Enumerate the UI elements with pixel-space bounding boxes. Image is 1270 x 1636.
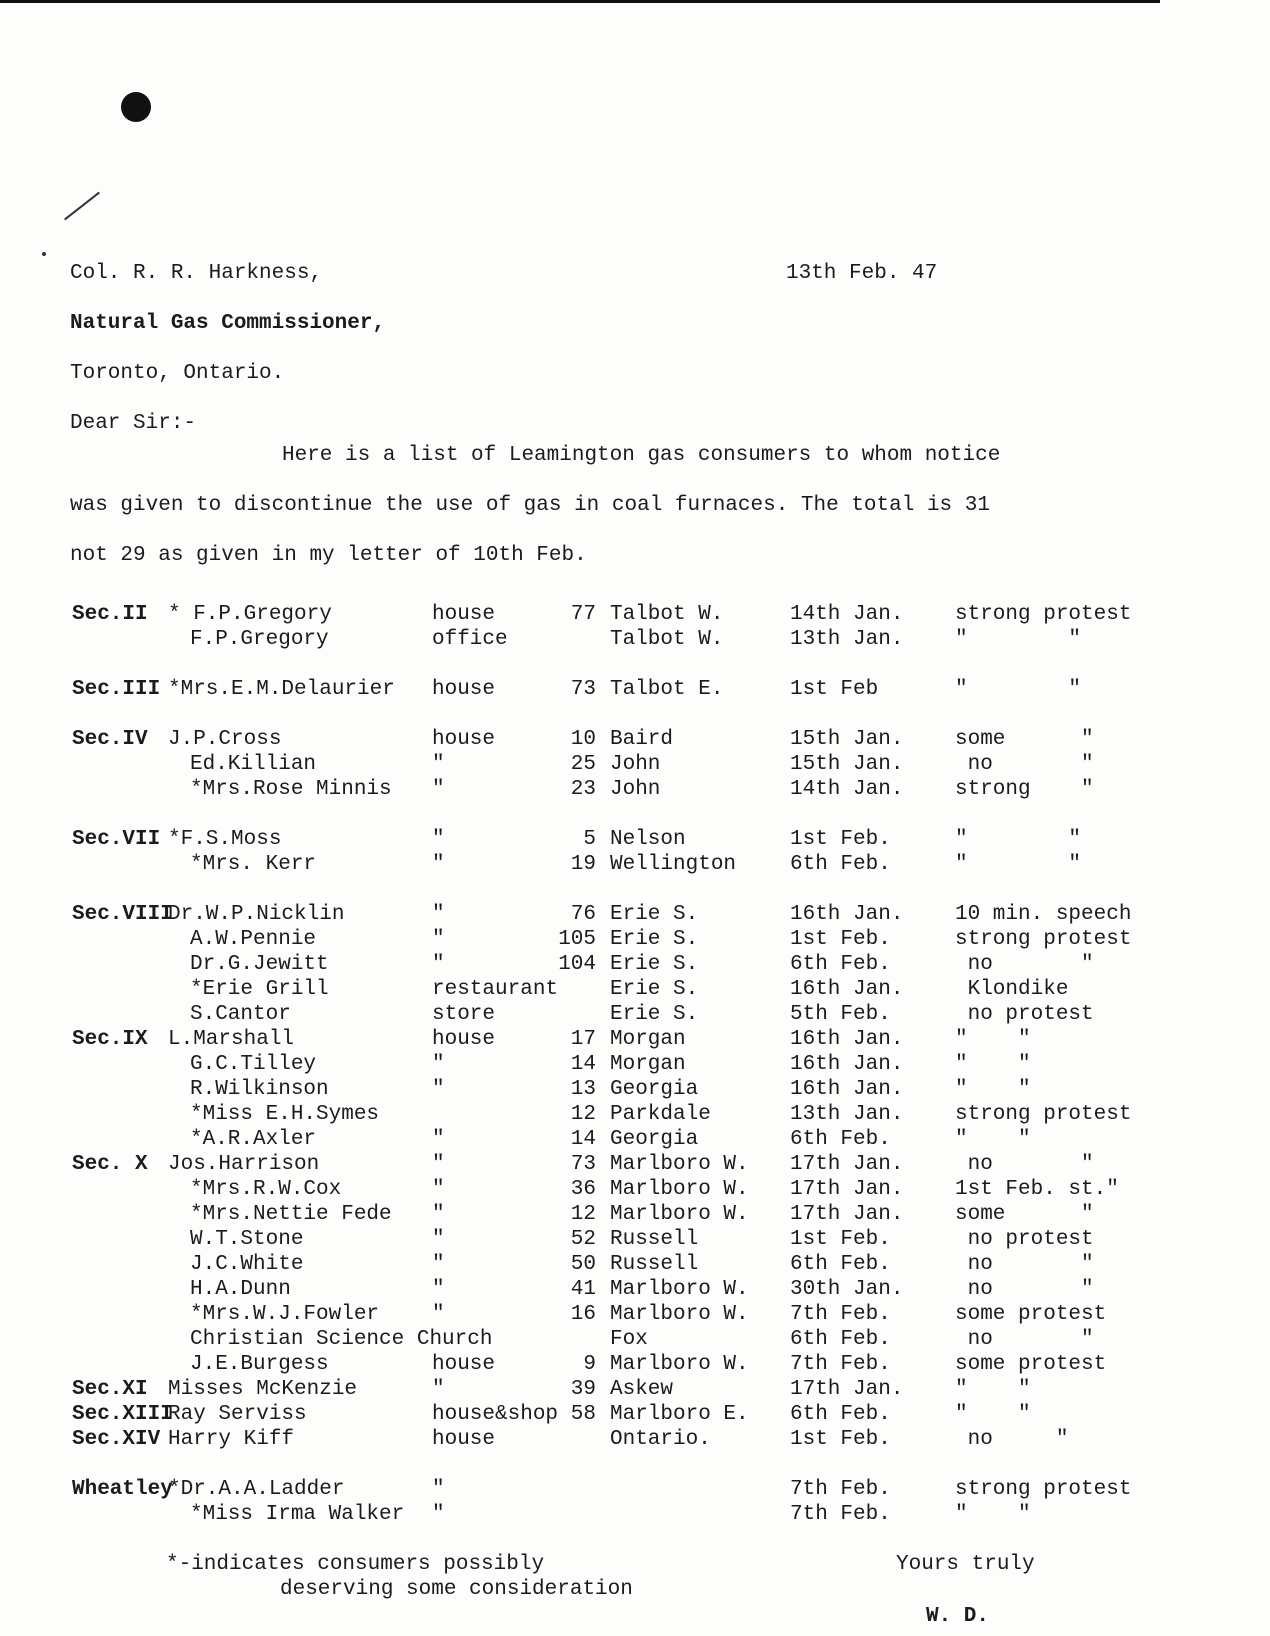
cell-remark: Klondike: [955, 978, 1069, 1001]
cell-name: F.P.Gregory: [190, 628, 329, 651]
cell-type: ": [432, 1278, 445, 1301]
cell-remark: strong protest: [955, 1103, 1132, 1126]
table-row: [0, 902, 1270, 927]
cell-sec: Sec.III: [72, 678, 161, 701]
cell-num: 41: [570, 1278, 596, 1301]
cell-num: 10: [570, 728, 596, 751]
cell-remark: 10 min. speech: [955, 903, 1132, 926]
cell-type: ": [432, 903, 445, 926]
cell-name: *Mrs.Nettie Fede: [190, 1203, 392, 1226]
cell-type: ": [432, 1478, 445, 1501]
cell-num: 13: [570, 1078, 596, 1101]
cell-name: Ed.Killian: [190, 753, 317, 776]
cell-street: Talbot E.: [610, 678, 724, 701]
cell-street: Askew: [610, 1378, 674, 1401]
cell-name: *Mrs.W.J.Fowler: [190, 1303, 380, 1326]
cell-type: house: [432, 1028, 496, 1051]
cell-date: 5th Feb.: [790, 1003, 891, 1026]
cell-date: 1st Feb.: [790, 1428, 891, 1451]
cell-num: 104: [558, 953, 596, 976]
cell-num: 14: [570, 1128, 596, 1151]
cell-date: 14th Jan.: [790, 603, 904, 626]
cell-num: 12: [570, 1103, 596, 1126]
table-row: [0, 727, 1270, 752]
cell-street: Fox: [610, 1328, 648, 1351]
cell-street: Georgia: [610, 1128, 699, 1151]
table-row: [0, 852, 1270, 877]
cell-remark: some ": [955, 728, 1094, 751]
cell-type: ": [432, 1053, 445, 1076]
cell-remark: some protest: [955, 1353, 1107, 1376]
cell-sec: Sec.XIV: [72, 1428, 161, 1451]
cell-name: Christian Science Church: [190, 1328, 493, 1351]
cell-date: 17th Jan.: [790, 1178, 904, 1201]
table-row: [0, 1152, 1270, 1177]
cell-street: Wellington: [610, 853, 737, 876]
cell-date: 1st Feb: [790, 678, 879, 701]
cell-num: 73: [570, 678, 596, 701]
cell-remark: no ": [955, 1153, 1094, 1176]
cell-name: S.Cantor: [190, 1003, 291, 1026]
cell-remark: " ": [955, 1053, 1031, 1076]
cell-date: 6th Feb.: [790, 953, 891, 976]
addressee: Col. R. R. Harkness,: [70, 262, 323, 285]
table-row: [0, 1002, 1270, 1027]
cell-remark: " ": [955, 1078, 1031, 1101]
cell-date: 16th Jan.: [790, 903, 904, 926]
table-row: [0, 1277, 1270, 1302]
cell-street: Talbot W.: [610, 603, 724, 626]
cell-name: *Mrs. Kerr: [190, 853, 317, 876]
cell-num: 39: [570, 1378, 596, 1401]
cell-sec: Sec.XIII: [72, 1403, 173, 1426]
cell-street: Talbot W.: [610, 628, 724, 651]
table-row: [0, 1327, 1270, 1352]
cell-date: 6th Feb.: [790, 1128, 891, 1151]
table-row: [0, 1477, 1270, 1502]
cell-name: A.W.Pennie: [190, 928, 317, 951]
cell-num: 17: [570, 1028, 596, 1051]
cell-name: *Mrs.Rose Minnis: [190, 778, 392, 801]
cell-type: ": [432, 1378, 445, 1401]
cell-date: 17th Jan.: [790, 1378, 904, 1401]
cell-name: W.T.Stone: [190, 1228, 304, 1251]
cell-num: 52: [570, 1228, 596, 1251]
cell-street: Erie S.: [610, 978, 699, 1001]
cell-street: John: [610, 778, 661, 801]
cell-sec: Sec.IV: [72, 728, 148, 751]
cell-type: ": [432, 1153, 445, 1176]
signature: W. D.: [926, 1605, 990, 1628]
table-row: [0, 1377, 1270, 1402]
table-row: [0, 1027, 1270, 1052]
cell-date: 16th Jan.: [790, 1053, 904, 1076]
cell-remark: no ": [955, 1253, 1094, 1276]
cell-num: 25: [570, 753, 596, 776]
cell-sec: Sec.II: [72, 603, 148, 626]
cell-street: Baird: [610, 728, 674, 751]
cell-remark: some ": [955, 1203, 1094, 1226]
cell-type: ": [432, 1253, 445, 1276]
cell-type: ": [432, 953, 445, 976]
salutation: Dear Sir:-: [70, 412, 197, 435]
cell-name: R.Wilkinson: [190, 1078, 329, 1101]
cell-date: 17th Jan.: [790, 1203, 904, 1226]
cell-num: 9: [583, 1353, 596, 1376]
cell-sec: Wheatley: [72, 1478, 173, 1501]
table-row: [0, 1302, 1270, 1327]
cell-type: ": [432, 1128, 445, 1151]
cell-remark: " ": [955, 828, 1082, 851]
cell-street: Marlboro W.: [610, 1153, 749, 1176]
body-line-1: Here is a list of Leamington gas consumers to whom notice: [282, 444, 1001, 467]
cell-date: 16th Jan.: [790, 978, 904, 1001]
cell-name: *F.S.Moss: [168, 828, 282, 851]
table-row: [0, 1202, 1270, 1227]
cell-street: Marlboro W.: [610, 1353, 749, 1376]
table-row: [0, 827, 1270, 852]
top-border-line: [0, 0, 1160, 3]
cell-date: 16th Jan.: [790, 1028, 904, 1051]
cell-type: house: [432, 1353, 496, 1376]
cell-type: ": [432, 1228, 445, 1251]
cell-type: ": [432, 828, 445, 851]
cell-street: Marlboro W.: [610, 1203, 749, 1226]
cell-type: ": [432, 928, 445, 951]
cell-street: Parkdale: [610, 1103, 711, 1126]
cell-remark: " ": [955, 1378, 1031, 1401]
cell-type: ": [432, 1078, 445, 1101]
cell-date: 1st Feb.: [790, 1228, 891, 1251]
cell-name: J.P.Cross: [168, 728, 282, 751]
cell-type: house: [432, 678, 496, 701]
cell-type: ": [432, 1203, 445, 1226]
table-row: [0, 977, 1270, 1002]
body-line-2: was given to discontinue the use of gas in coal furnaces. The total is 31: [70, 494, 990, 517]
cell-remark: no ": [955, 1428, 1069, 1451]
cell-sec: Sec.IX: [72, 1028, 148, 1051]
cell-name: H.A.Dunn: [190, 1278, 291, 1301]
table-row: [0, 1227, 1270, 1252]
cell-street: Nelson: [610, 828, 686, 851]
cell-num: 73: [570, 1153, 596, 1176]
cell-type: ": [432, 753, 445, 776]
cell-date: 7th Feb.: [790, 1503, 891, 1526]
pen-mark: [64, 192, 100, 221]
table-row: [0, 1177, 1270, 1202]
cell-num: 12: [570, 1203, 596, 1226]
cell-remark: strong protest: [955, 1478, 1132, 1501]
cell-sec: Sec.VIII: [72, 903, 173, 926]
cell-street: Erie S.: [610, 953, 699, 976]
cell-date: 7th Feb.: [790, 1478, 891, 1501]
cell-date: 6th Feb.: [790, 1253, 891, 1276]
table-row: [0, 777, 1270, 802]
cell-street: Marlboro W.: [610, 1178, 749, 1201]
cell-remark: no protest: [955, 1003, 1094, 1026]
cell-type: ": [432, 1178, 445, 1201]
pen-dot: [42, 252, 46, 256]
addressee-city: Toronto, Ontario.: [70, 362, 285, 385]
cell-remark: no ": [955, 953, 1094, 976]
cell-name: * F.P.Gregory: [168, 603, 332, 626]
cell-name: Misses McKenzie: [168, 1378, 358, 1401]
cell-type: house: [432, 1428, 496, 1451]
cell-name: J.E.Burgess: [190, 1353, 329, 1376]
cell-num: 14: [570, 1053, 596, 1076]
cell-remark: 1st Feb. st.": [955, 1178, 1119, 1201]
cell-sec: Sec. X: [72, 1153, 148, 1176]
cell-date: 1st Feb.: [790, 828, 891, 851]
cell-type: ": [432, 1503, 445, 1526]
cell-date: 1st Feb.: [790, 928, 891, 951]
cell-type: house: [432, 728, 496, 751]
cell-name: *Mrs.E.M.Delaurier: [168, 678, 395, 701]
cell-remark: " ": [955, 628, 1082, 651]
cell-street: Erie S.: [610, 928, 699, 951]
cell-remark: " ": [955, 853, 1082, 876]
cell-date: 6th Feb.: [790, 1403, 891, 1426]
table-row: [0, 1502, 1270, 1527]
cell-remark: " ": [955, 1503, 1031, 1526]
cell-name: *Miss Irma Walker: [190, 1503, 405, 1526]
cell-name: Jos.Harrison: [168, 1153, 320, 1176]
footnote-line-1: *-indicates consumers possibly: [166, 1553, 545, 1576]
table-row: [0, 1127, 1270, 1152]
table-row: [0, 1427, 1270, 1452]
cell-num: 23: [570, 778, 596, 801]
cell-name: *Erie Grill: [190, 978, 329, 1001]
cell-street: Marlboro W.: [610, 1278, 749, 1301]
cell-num: 16: [570, 1303, 596, 1326]
table-row: [0, 1352, 1270, 1377]
cell-date: 13th Jan.: [790, 628, 904, 651]
table-row: [0, 1102, 1270, 1127]
cell-name: *Dr.A.A.Ladder: [168, 1478, 345, 1501]
cell-remark: no ": [955, 1278, 1094, 1301]
cell-type: house: [432, 603, 496, 626]
cell-num: 5: [583, 828, 596, 851]
cell-date: 6th Feb.: [790, 1328, 891, 1351]
cell-num: 50: [570, 1253, 596, 1276]
cell-remark: " ": [955, 1128, 1031, 1151]
cell-date: 15th Jan.: [790, 728, 904, 751]
cell-remark: strong protest: [955, 603, 1132, 626]
cell-type: ": [432, 1303, 445, 1326]
cell-remark: no ": [955, 753, 1094, 776]
cell-name: Dr.G.Jewitt: [190, 953, 329, 976]
table-row: [0, 1052, 1270, 1077]
cell-name: *Mrs.R.W.Cox: [190, 1178, 342, 1201]
table-row: [0, 752, 1270, 777]
table-row: [0, 1252, 1270, 1277]
cell-street: Russell: [610, 1228, 699, 1251]
cell-num: 105: [558, 928, 596, 951]
body-line-3: not 29 as given in my letter of 10th Feb.: [70, 544, 587, 567]
cell-num: 76: [570, 903, 596, 926]
cell-street: Marlboro W.: [610, 1303, 749, 1326]
cell-remark: no ": [955, 1328, 1094, 1351]
cell-remark: some protest: [955, 1303, 1107, 1326]
cell-name: *A.R.Axler: [190, 1128, 317, 1151]
table-row: [0, 927, 1270, 952]
cell-type: store: [432, 1003, 496, 1026]
cell-street: John: [610, 753, 661, 776]
cell-street: Erie S.: [610, 1003, 699, 1026]
punch-hole-mark: [121, 92, 151, 122]
letter-date: 13th Feb. 47: [786, 262, 938, 285]
cell-type: office: [432, 628, 508, 651]
cell-num: 58: [570, 1403, 596, 1426]
cell-date: 14th Jan.: [790, 778, 904, 801]
cell-street: Erie S.: [610, 903, 699, 926]
table-row: [0, 1402, 1270, 1427]
cell-date: 15th Jan.: [790, 753, 904, 776]
cell-type: restaurant: [432, 978, 559, 1001]
cell-sec: Sec.VII: [72, 828, 161, 851]
cell-remark: strong protest: [955, 928, 1132, 951]
cell-remark: " ": [955, 678, 1082, 701]
cell-street: Russell: [610, 1253, 699, 1276]
closing: Yours truly: [896, 1553, 1035, 1576]
cell-date: 17th Jan.: [790, 1153, 904, 1176]
cell-street: Morgan: [610, 1028, 686, 1051]
cell-remark: no protest: [955, 1228, 1094, 1251]
cell-street: Ontario.: [610, 1428, 711, 1451]
cell-name: Harry Kiff: [168, 1428, 295, 1451]
cell-street: Morgan: [610, 1053, 686, 1076]
addressee-title: Natural Gas Commissioner,: [70, 312, 386, 335]
cell-remark: " ": [955, 1403, 1031, 1426]
table-row: [0, 602, 1270, 627]
cell-street: Marlboro E.: [610, 1403, 749, 1426]
cell-name: Dr.W.P.Nicklin: [168, 903, 345, 926]
cell-num: 77: [570, 603, 596, 626]
cell-date: 16th Jan.: [790, 1078, 904, 1101]
cell-name: *Miss E.H.Symes: [190, 1103, 380, 1126]
cell-date: 30th Jan.: [790, 1278, 904, 1301]
cell-name: J.C.White: [190, 1253, 304, 1276]
cell-type: ": [432, 778, 445, 801]
cell-remark: strong ": [955, 778, 1094, 801]
cell-name: Ray Serviss: [168, 1403, 307, 1426]
table-row: [0, 627, 1270, 652]
cell-name: G.C.Tilley: [190, 1053, 317, 1076]
cell-date: 7th Feb.: [790, 1353, 891, 1376]
cell-type: house&shop: [432, 1403, 559, 1426]
table-row: [0, 1077, 1270, 1102]
footnote-line-2: deserving some consideration: [280, 1578, 633, 1601]
cell-name: L.Marshall: [168, 1028, 295, 1051]
cell-date: 13th Jan.: [790, 1103, 904, 1126]
table-row: [0, 677, 1270, 702]
cell-num: 19: [570, 853, 596, 876]
cell-date: 6th Feb.: [790, 853, 891, 876]
table-row: [0, 952, 1270, 977]
cell-date: 7th Feb.: [790, 1303, 891, 1326]
cell-street: Georgia: [610, 1078, 699, 1101]
cell-sec: Sec.XI: [72, 1378, 148, 1401]
cell-remark: " ": [955, 1028, 1031, 1051]
cell-type: ": [432, 853, 445, 876]
cell-num: 36: [570, 1178, 596, 1201]
